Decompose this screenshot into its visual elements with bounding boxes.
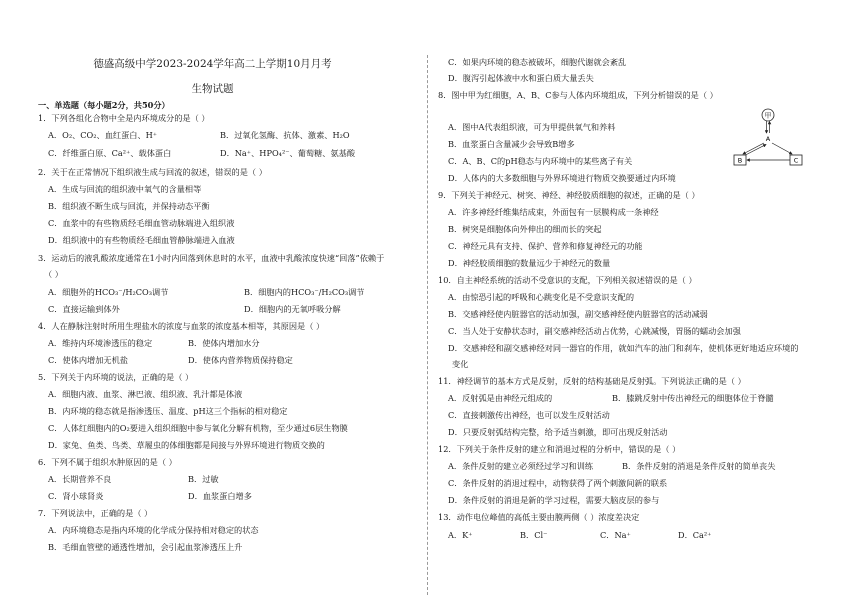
q3-option-a: A．细胞外的HCO₃⁻/H₂CO₃调节 xyxy=(48,287,169,297)
compartment-c-label: C xyxy=(793,156,799,165)
q1-option-b: B．过氧化氢酶、抗体、激素、H₂O xyxy=(220,130,350,140)
q1-option-a: A．O₂、CO₂、血红蛋白、H⁺ xyxy=(48,130,158,140)
right-column xyxy=(430,0,860,608)
q6-option-a: A．长期营养不良 xyxy=(48,474,112,484)
compartment-a-label: A xyxy=(765,135,771,143)
q9-option-a: A．许多神经纤维集结成束，外面包有一层膜构成一条神经 xyxy=(448,207,659,217)
q4-option-c: C．使体内增加无机盐 xyxy=(48,355,128,365)
q10-option-b: B．交感神经使内脏器官的活动加强，副交感神经使内脏器官的活动减弱 xyxy=(448,309,708,319)
q1-option-c: C．纤维蛋白原、Ca²⁺、载体蛋白 xyxy=(48,148,172,158)
arrow-a-to-b xyxy=(743,143,764,154)
q8-diagram xyxy=(730,106,806,170)
q1-option-d: D．Na⁺、HPO₄²⁻、葡萄糖、氨基酸 xyxy=(220,148,356,158)
q3-option-b: B．细胞内的HCO₃⁻/H₂CO₃调节 xyxy=(244,287,365,297)
q2-option-a: A．生成与回流的组织液中氧气的含量相等 xyxy=(48,184,202,194)
q6-stem: 6．下列不属于组织水肿原因的是（ ） xyxy=(38,457,177,467)
q11-option-c: C．直接刺激传出神经，也可以发生反射活动 xyxy=(448,410,610,420)
q13-option-c: C．Na⁺ xyxy=(600,530,631,540)
q3-option-c: C．直接运输到体外 xyxy=(48,304,120,314)
q5-stem: 5．下列关于内环境的说法，正确的是（ ） xyxy=(38,372,194,382)
q7-option-c: C．如果内环境的稳态被破坏，细胞代谢就会紊乱 xyxy=(448,57,627,67)
q10-option-d: D．交感神经和副交感神经对同一器官的作用，就如汽车的油门和刹车，使机体更好地适应环境的 xyxy=(448,343,799,353)
q13-option-b: B．Cl⁻ xyxy=(520,530,548,540)
q12-option-d: D．条件反射的消退是新的学习过程，需要大脑皮层的参与 xyxy=(448,495,660,505)
q13-stem: 13．动作电位峰值的高低主要由膜两侧（ ）浓度差决定 xyxy=(438,512,640,522)
q6-option-c: C．肾小球肾炎 xyxy=(48,491,104,501)
q10-option-a: A．由惊恐引起的呼吸和心跳变化是不受意识支配的 xyxy=(448,292,635,302)
q7-option-a: A．内环境稳态是指内环境的化学成分保持相对稳定的状态 xyxy=(48,525,259,535)
cell-jia-label: 甲 xyxy=(764,111,772,120)
exam-subtitle: 生物试题 xyxy=(191,83,234,95)
q6-option-b: B．过敏 xyxy=(188,474,219,484)
q3-stem: 3．运动后的液乳酸浓度通常在1小时内回落到休息时的水平，血液中乳酸浓度快速“回落”依赖于 xyxy=(38,253,385,263)
q9-option-c: C．神经元具有支持、保护、营养和修复神经元的功能 xyxy=(448,241,643,251)
q3-option-d: D．细胞内的无氧呼吸分解 xyxy=(244,304,341,314)
q12-option-a: A．条件反射的建立必须经过学习和训练 xyxy=(448,461,594,471)
q6-option-d: D．血浆蛋白增多 xyxy=(188,491,252,501)
q9-stem: 9．下列关于神经元、树突、神经、神经胶质细胞的叙述，正确的是（ ） xyxy=(438,190,700,200)
arrow-a-to-c xyxy=(772,143,792,154)
q5-option-b: B．内环境的稳态就是指渗透压、温度、pH这三个指标的相对稳定 xyxy=(48,406,288,416)
q11-stem: 11．神经调节的基本方式是反射，反射的结构基础是反射弧。下列说法正确的是（ ） xyxy=(438,376,746,386)
q5-option-a: A．细胞内液、血浆、淋巴液、组织液、乳汁都是体液 xyxy=(48,389,243,399)
q4-option-a: A．维持内环境渗透压的稳定 xyxy=(48,338,153,348)
q11-option-a: A．反射弧是由神经元组成的 xyxy=(448,393,553,403)
left-column xyxy=(0,0,425,608)
q9-option-b: B．树突是细胞体向外伸出的细而长的突起 xyxy=(448,224,602,234)
q7-stem: 7．下列说法中，正确的是（ ） xyxy=(38,508,153,518)
q10-stem: 10．自主神经系统的活动不受意识的支配，下列相关叙述错误的是（ ） xyxy=(438,275,697,285)
q2-option-b: B．组织液不断生成与回流，并保持动态平衡 xyxy=(48,201,210,211)
q4-option-d: D．使体内营养物质保持稳定 xyxy=(188,355,293,365)
q3-stem-bracket: （ ） xyxy=(44,269,63,279)
arrow-b-to-a xyxy=(746,145,767,156)
q8-option-b: B．血浆蛋白含量减少会导致B增多 xyxy=(448,139,575,149)
column-divider xyxy=(427,55,428,595)
q12-option-c: C．条件反射的消退过程中，动物获得了两个刺激间新的联系 xyxy=(448,478,668,488)
q7-option-d: D．腹泻引起体液中水和蛋白质大量丢失 xyxy=(448,73,594,83)
q4-option-b: B．使体内增加水分 xyxy=(188,338,260,348)
q8-stem: 8．图中甲为红细胞，A、B、C参与人体内环境组成，下列分析错误的是（ ） xyxy=(438,90,718,100)
q10-option-d-cont: 变化 xyxy=(452,359,469,369)
q11-option-b: B．膝跳反射中传出神经元的细胞体位于脊髓 xyxy=(612,393,774,403)
q10-option-c: C．当人处于安静状态时，副交感神经活动占优势，心跳减慢，胃肠的蠕动会加强 xyxy=(448,326,741,336)
q11-option-d: D．只要反射弧结构完整，给予适当刺激，即可出现反射活动 xyxy=(448,427,668,437)
q5-option-d: D．家兔、鱼类、鸟类、草履虫的体细胞都是间接与外界环境进行物质交换的 xyxy=(48,440,325,450)
compartment-b-label: B xyxy=(737,156,743,165)
q13-option-a: A．K⁺ xyxy=(448,530,473,540)
q2-option-c: C．血浆中的有些物质经毛细血管动脉端进入组织液 xyxy=(48,218,235,228)
q1-stem: 1．下列各组化合物中全是内环境成分的是（ ） xyxy=(38,113,210,123)
q12-option-b: B．条件反射的消退是条件反射的简单丧失 xyxy=(622,461,776,471)
q4-stem: 4．人在静脉注射时所用生理盐水的浓度与血浆的浓度基本相等，其原因是（ ） xyxy=(38,321,325,331)
q2-option-d: D．组织液中的有些物质经毛细血管静脉端进入血液 xyxy=(48,235,235,245)
q7-option-b: B．毛细血管壁的通透性增加，会引起血浆渗透压上升 xyxy=(48,542,243,552)
exam-title: 德盛高级中学2023-2024学年高二上学期10月月考 xyxy=(93,58,332,70)
q8-option-c: C．A、B、C的pH稳态与内环境中的某些离子有关 xyxy=(448,156,633,166)
q8-option-a: A．图中A代表组织液，可为甲提供氧气和养料 xyxy=(448,122,616,132)
q9-option-d: D．神经胶质细胞的数量远少于神经元的数量 xyxy=(448,258,611,268)
section-heading: 一、单选题（每小题2分，共50分） xyxy=(38,100,170,110)
q8-option-d: D．人体内的大多数细胞与外界环境进行物质交换要通过内环境 xyxy=(448,173,676,183)
q5-option-c: C．人体红细胞内的O₂要进入组织细胞中参与氧化分解有机物，至少通过6层生物膜 xyxy=(48,423,348,433)
q2-stem: 2．关于在正常情况下组织液生成与回流的叙述，错误的是（ ） xyxy=(38,167,267,177)
q13-option-d: D．Ca²⁺ xyxy=(678,530,712,540)
q12-stem: 12．下列关于条件反射的建立和消退过程的分析中，错误的是（ ） xyxy=(438,444,681,454)
